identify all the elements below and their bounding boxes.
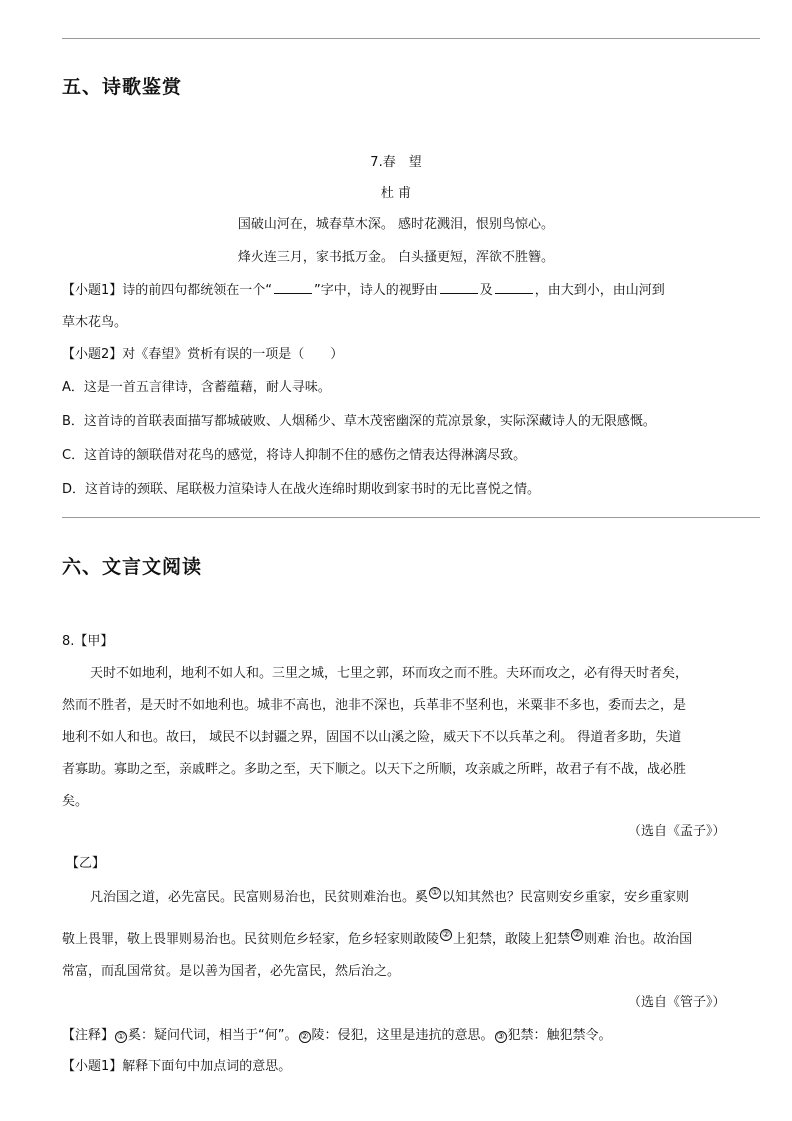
yi-line-1 [90, 886, 689, 905]
annotation-marker-3: ③ [496, 1032, 505, 1042]
blank-3[interactable] [495, 281, 533, 294]
note-marker-1: ① [430, 888, 440, 898]
yi-label: 【乙】 [66, 856, 106, 871]
jia-line-5: 矣。 [62, 794, 89, 809]
option-a[interactable]: A．这是一首五言律诗，含蓄蕴藉，耐人寻味。 [62, 380, 331, 395]
q1-text-c: 及 [479, 283, 493, 298]
q1-text-a: 【小题1】诗的前四句都统领在一个“ [62, 283, 273, 298]
poem-author: 杜 甫 [380, 186, 412, 201]
blank-2[interactable] [440, 281, 478, 294]
question-1 [62, 279, 665, 298]
yi-line-2 [62, 928, 692, 947]
option-c[interactable]: C．这首诗的颔联借对花鸟的感觉，将诗人抑制不住的感伤之情表达得淋漓尽致。 [62, 448, 527, 463]
yi-text-2c: 则难 治也。故治国 [584, 932, 693, 947]
poem-line-1: 国破山河在，城春草木深。 感时花溅泪，恨别鸟惊心。 [237, 217, 555, 232]
annotation [62, 1024, 612, 1043]
jia-line-4: 者寡助。寡助之至，亲戚畔之。多助之至，天下顺之。以天下之所顺，攻亲戚之所畔，故君子有不战，战必胜 [62, 762, 687, 777]
yi-text-1b: 以知其然也？民富则安乡重家，安乡重家则 [442, 890, 690, 905]
q1-text-b: ”字中，诗人的视野由 [314, 283, 438, 298]
annotation-1: 奚：疑问代词，相当于“何”。 [128, 1028, 298, 1043]
blank-1[interactable] [274, 281, 312, 294]
option-d[interactable]: D．这首诗的颈联、尾联极力渲染诗人在战火连绵时期收到家书时的无比喜悦之情。 [62, 482, 541, 497]
annotation-marker-1: ① [116, 1032, 126, 1042]
top-divider [62, 38, 760, 39]
question-1-line-2: 草木花鸟。 [62, 315, 128, 330]
annotation-2: 陵：侵犯，这里是违抗的意思。 [311, 1028, 494, 1043]
yi-line-3: 常富，而乱国常贫。是以善为国者，必先富民，然后治之。 [62, 964, 401, 979]
jia-line-1: 天时不如地利，地利不如人和。三里之城，七里之郭，环而攻之而不胜。夫环而攻之，必有得天时者矣， [90, 666, 689, 681]
annotation-label: 【注释】 [62, 1028, 115, 1043]
yi-text-2a: 敬上畏罪，敬上畏罪则易治也。民贫则危乡轻家，危乡轻家则敢陵 [62, 932, 440, 947]
poem-line-2: 烽火连三月，家书抵万金。 白头搔更短，浑欲不胜簪。 [237, 250, 555, 265]
yi-source: （选自《管子》） [628, 995, 726, 1010]
q1-text-d: ，由大到小，由山河到 [534, 283, 665, 298]
yi-text-2b: 上犯禁，敢陵上犯禁 [453, 932, 571, 947]
note-marker-2b: ② [572, 930, 582, 940]
yi-text-1a: 凡治国之道，必先富民。民富则易治也，民贫则难治也。奚 [90, 890, 429, 905]
annotation-3: 犯禁：触犯禁令。 [507, 1028, 612, 1043]
section6-heading: 六、文言文阅读 [62, 556, 203, 578]
section6-question-1: 【小题1】解释下面句中加点词的意思。 [62, 1059, 292, 1074]
section5-heading: 五、诗歌鉴赏 [62, 76, 183, 98]
question-2: 【小题2】对《春望》赏析有误的一项是（ ） [62, 347, 344, 362]
option-b[interactable]: B．这首诗的首联表面描写都城破败、人烟稀少、草木茂密幽深的荒凉景象，实际深藏诗人的无限感慨。 [62, 414, 656, 429]
jia-source: （选自《孟子》） [628, 824, 726, 839]
jia-label: 8.【甲】 [62, 634, 114, 649]
jia-line-3: 地利不如人和也。故曰， 域民不以封疆之界，固国不以山溪之险，威天下不以兵革之利。 得道者多助，失道 [62, 730, 682, 745]
section-divider [62, 517, 760, 518]
poem-title: 7.春 望 [370, 155, 422, 170]
jia-line-2: 然而不胜者，是天时不如地利也。城非不高也，池非不深也，兵革非不坚利也，米粟非不多也，委而去之，是 [62, 698, 687, 713]
annotation-marker-2: ② [300, 1032, 309, 1042]
note-marker-2: ② [441, 930, 451, 940]
